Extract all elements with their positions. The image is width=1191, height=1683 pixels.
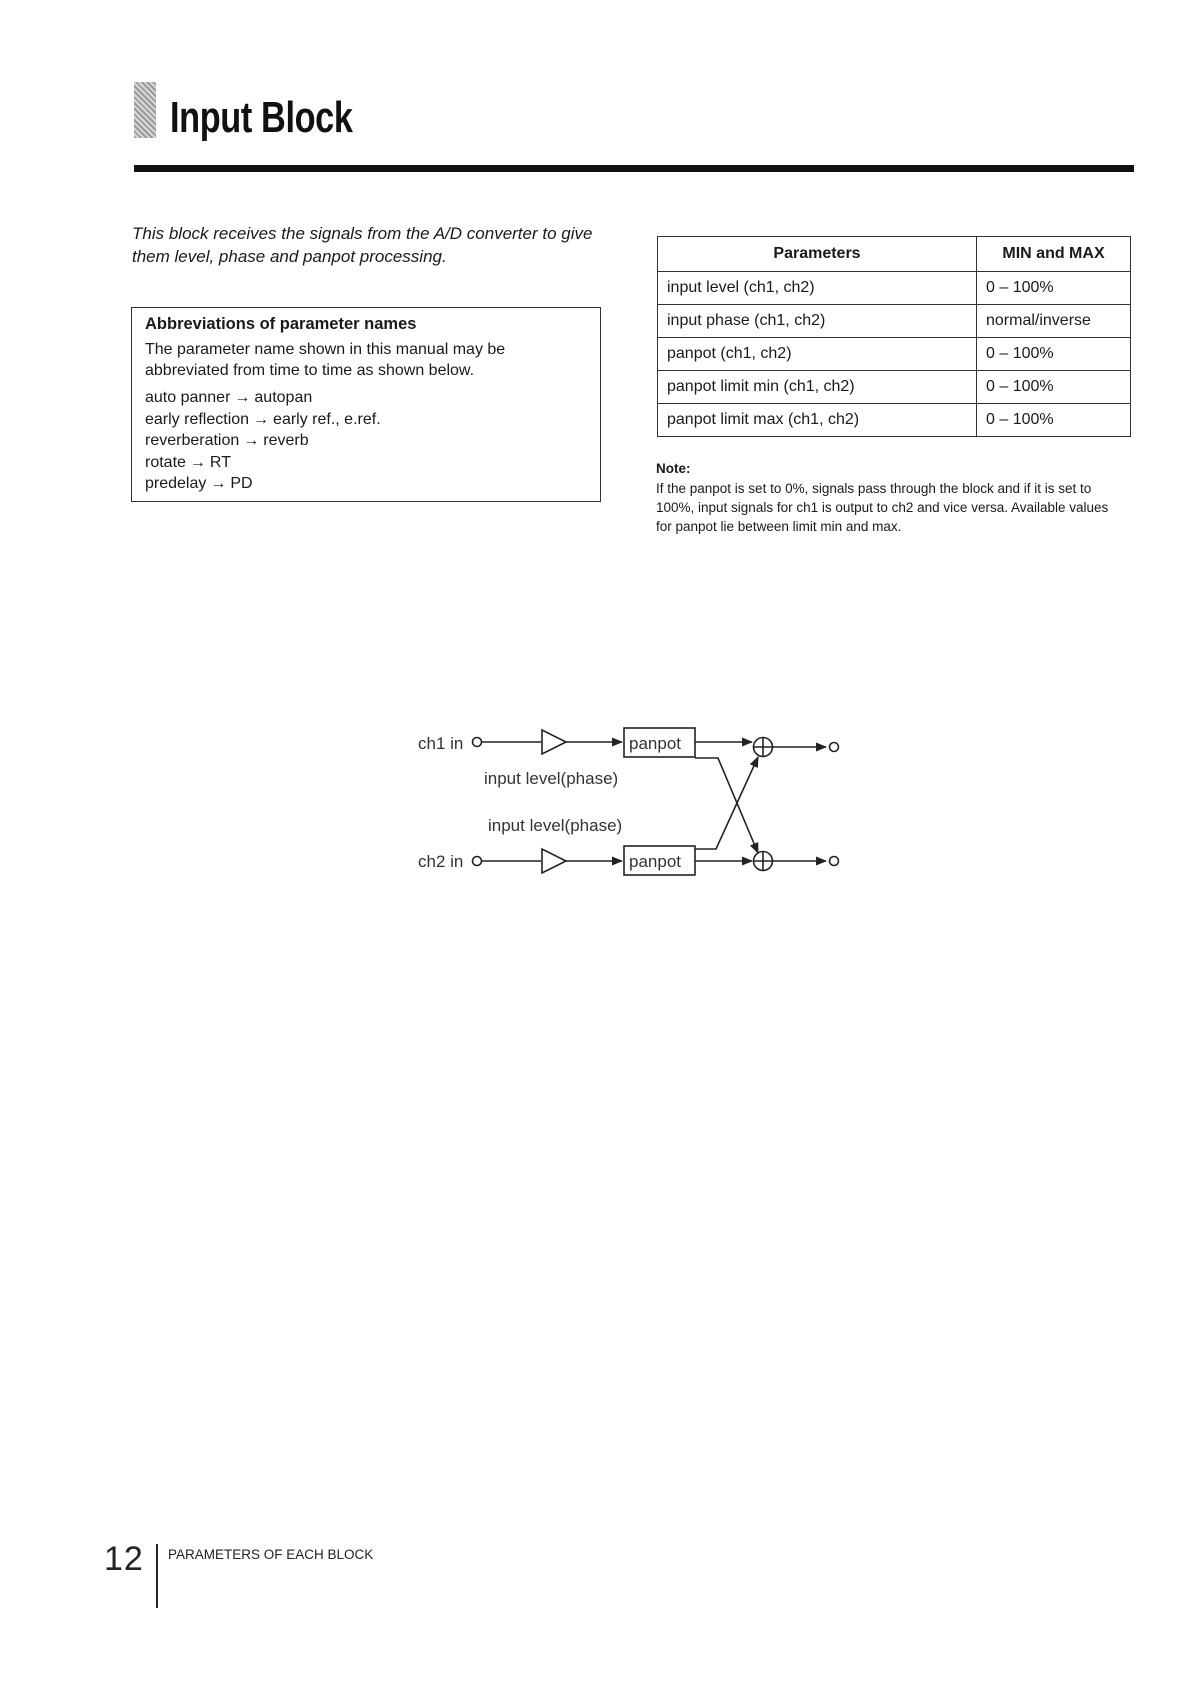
ch2-input-terminal [473, 857, 482, 866]
parameter-range: 0 – 100% [977, 338, 1131, 371]
note [656, 459, 1126, 536]
table-row [658, 272, 1131, 305]
ch1-input-terminal [473, 738, 482, 747]
table-row [658, 371, 1131, 404]
intro-text: This block receives the signals from the A/D converter to give them level, phase and panpot processing. [132, 224, 593, 266]
abbreviation-item: auto panner → autopan [145, 387, 587, 409]
page-number: 12 [104, 1540, 144, 1578]
table-row [658, 404, 1131, 437]
cross-feed-ch1-to-ch2 [695, 758, 758, 853]
table-row [658, 305, 1131, 338]
ch2-panpot-label: panpot [629, 852, 681, 871]
cross-feed-ch2-to-ch1 [695, 757, 758, 849]
parameter-range: 0 – 100% [977, 371, 1131, 404]
parameter-name: input phase (ch1, ch2) [658, 305, 977, 338]
ch2-amplifier [542, 849, 566, 873]
parameter-name: input level (ch1, ch2) [658, 272, 977, 305]
arrow-right-icon: → [210, 475, 227, 492]
abbreviation-item: rotate → RT [145, 452, 587, 474]
footer-divider [156, 1544, 158, 1608]
header-parameters: Parameters [658, 237, 977, 272]
ch2-output-terminal [830, 857, 839, 866]
note-label: Note: [656, 461, 691, 476]
parameter-name: panpot limit min (ch1, ch2) [658, 371, 977, 404]
arrow-right-icon: → [243, 432, 260, 449]
parameters-table [657, 236, 1131, 437]
ch2-label: ch2 in [418, 852, 464, 871]
abbreviations-box [131, 307, 601, 502]
arrow-right-icon: → [189, 453, 206, 471]
abbreviations-list [145, 387, 587, 495]
abbreviation-item: reverberation → reverb [145, 430, 587, 452]
title-marker [134, 82, 156, 138]
parameter-name: panpot (ch1, ch2) [658, 338, 977, 371]
parameter-name: panpot limit max (ch1, ch2) [658, 404, 977, 437]
parameter-range: normal/inverse [977, 305, 1131, 338]
parameter-range: 0 – 100% [977, 404, 1131, 437]
footer-section-title: PARAMETERS OF EACH BLOCK [168, 1547, 374, 1562]
abbreviations-heading: Abbreviations of parameter names [145, 315, 417, 333]
table-header-row [658, 237, 1131, 272]
header-min-max: MIN and MAX [977, 237, 1131, 272]
ch1-amplifier [542, 730, 566, 754]
table-row [658, 338, 1131, 371]
ch2-amp-label: input level(phase) [488, 816, 623, 835]
parameter-range: 0 – 100% [977, 272, 1131, 305]
ch1-amp-label: input level(phase) [484, 769, 619, 788]
signal-flow-diagram [410, 715, 850, 915]
abbreviation-item: early reflection → early ref., e.ref. [145, 409, 587, 431]
arrow-right-icon: → [253, 410, 270, 428]
abbreviations-description: The parameter name shown in this manual may be abbreviated from time to time as shown below. [145, 341, 506, 379]
ch1-panpot-label: panpot [629, 734, 681, 753]
ch1-output-terminal [830, 743, 839, 752]
page-title: Input Block [170, 93, 353, 142]
abbreviation-item: predelay → PD [145, 473, 587, 495]
note-text: If the panpot is set to 0%, signals pass through the block and if it is set to 100%, input signals for ch1 is output to ch2 and vice versa. Available values for panpot lie between limit min and max. [656, 481, 1109, 534]
title-rule [134, 165, 1134, 172]
ch1-label: ch1 in [418, 734, 464, 753]
arrow-right-icon: → [234, 389, 251, 406]
